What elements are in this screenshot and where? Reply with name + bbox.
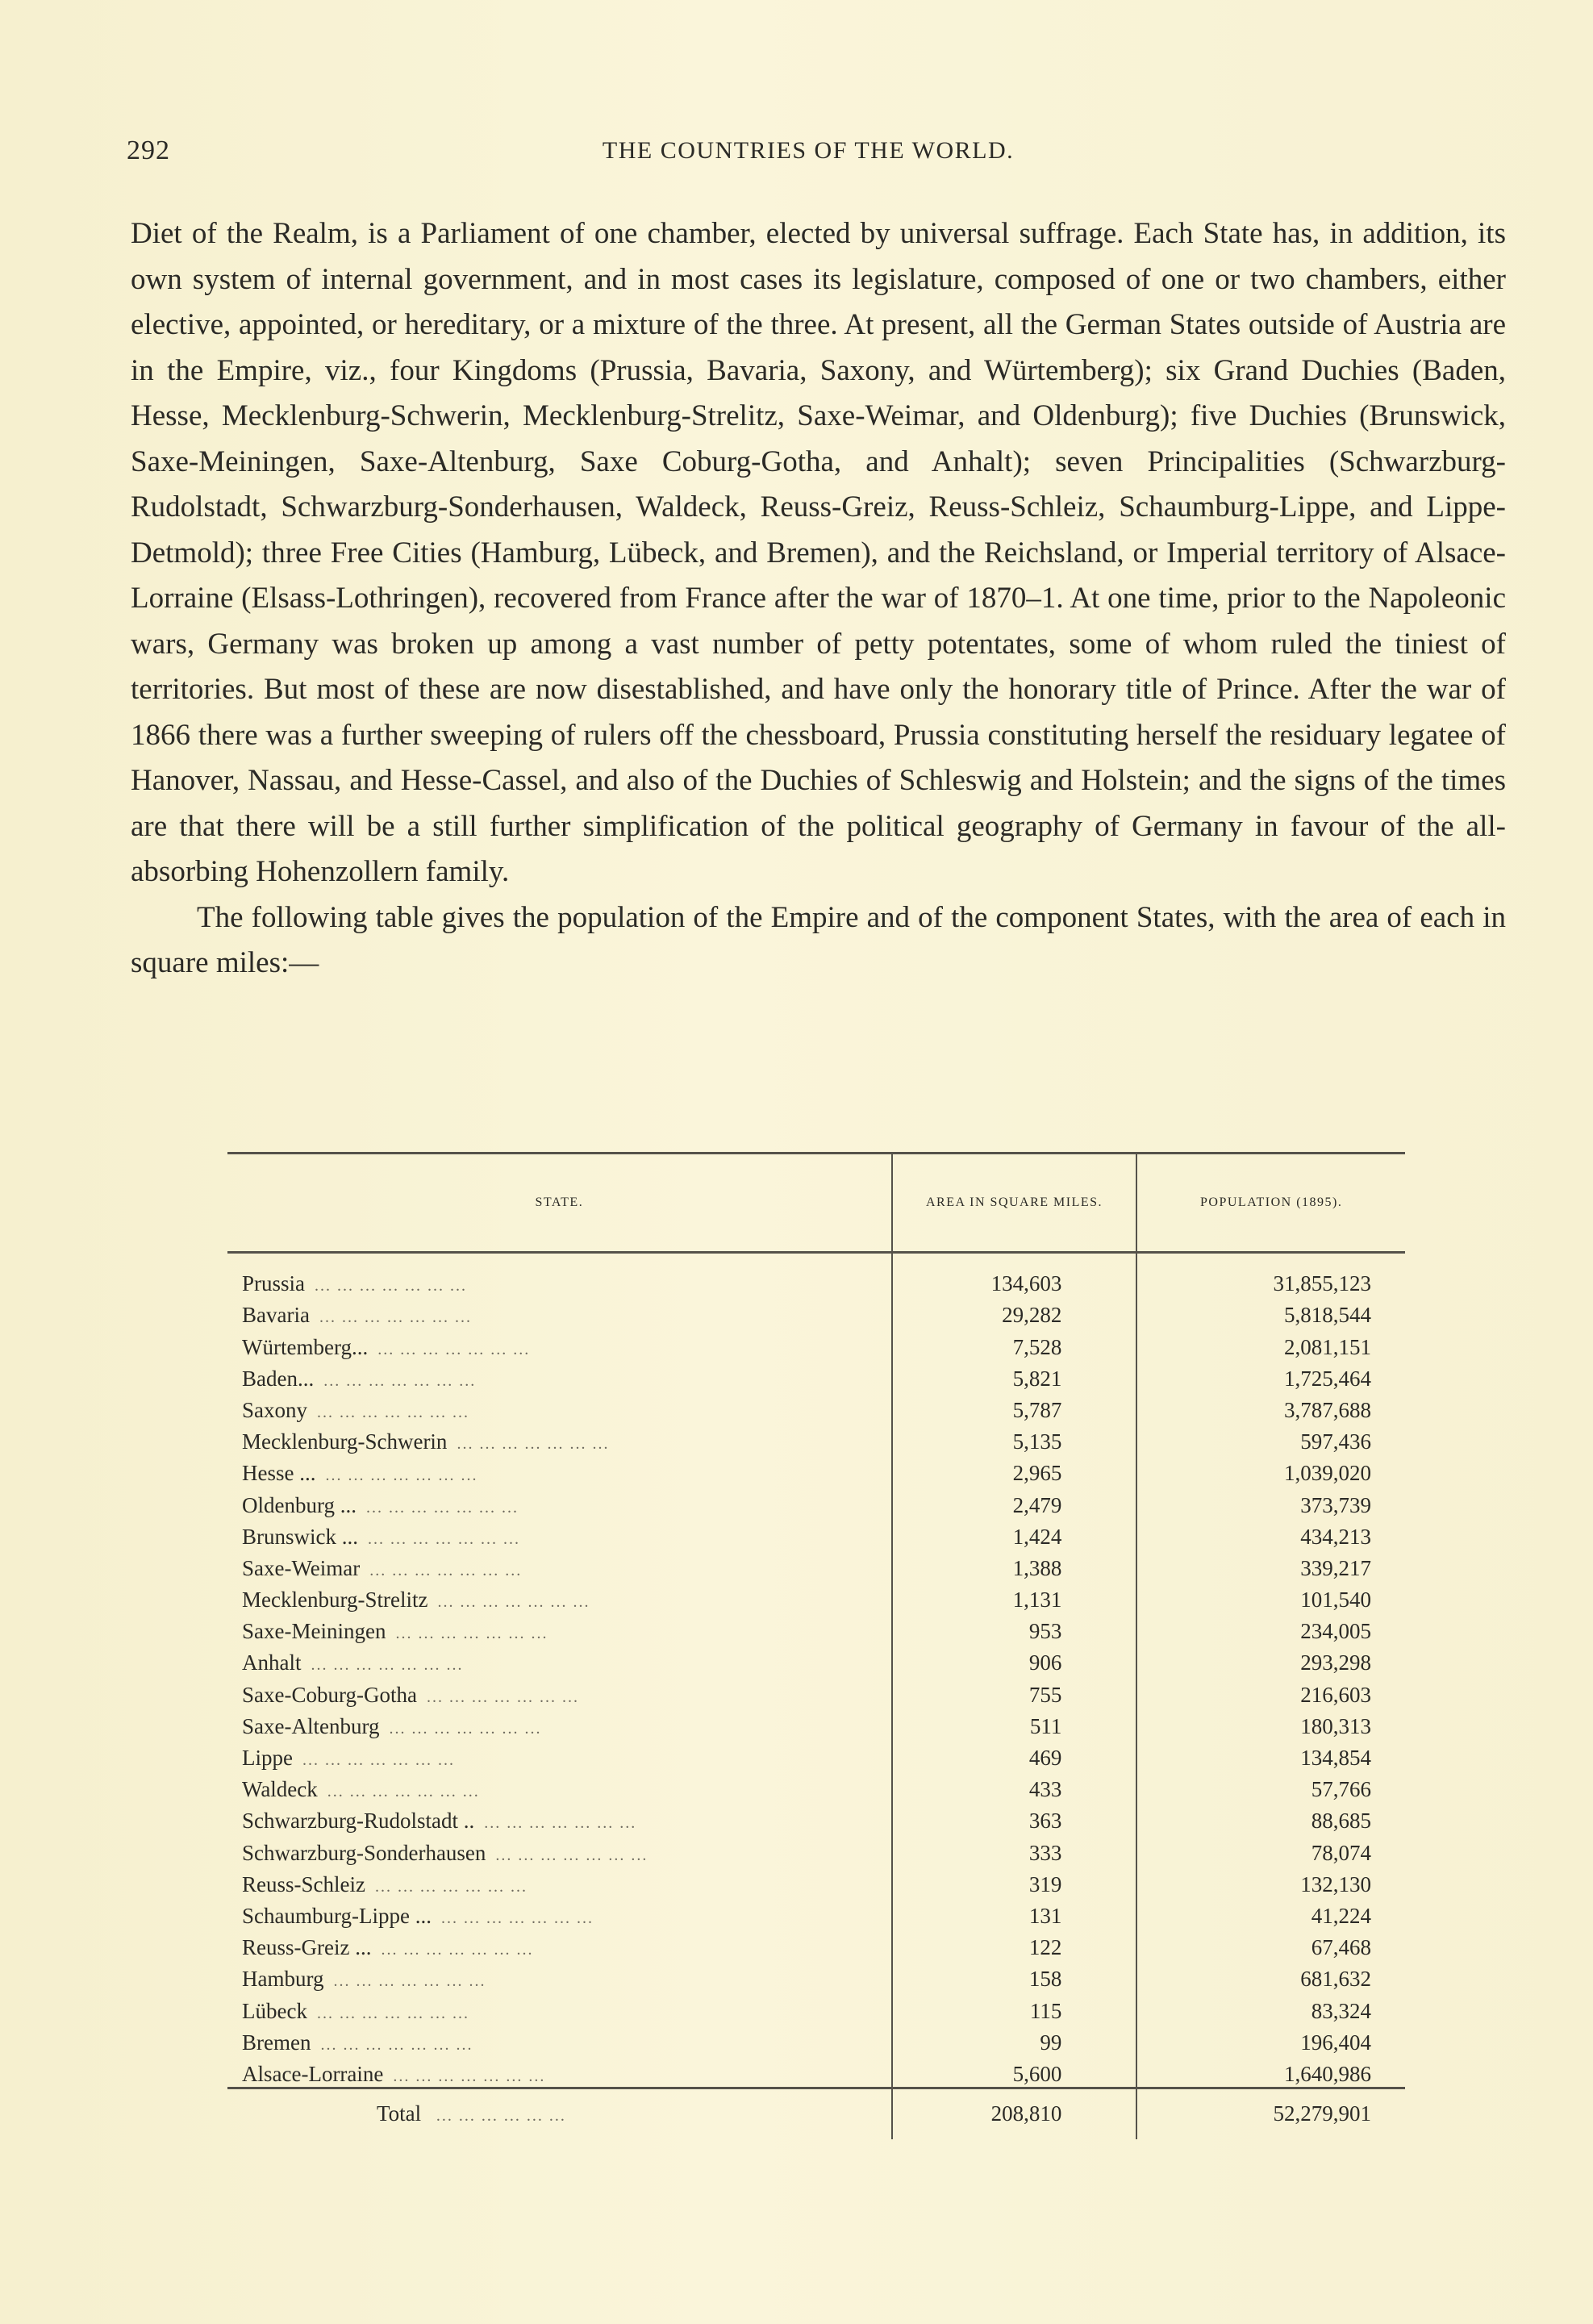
state-cell <box>227 1992 892 2023</box>
state-cell <box>227 1296 892 1328</box>
leader-dots: ... ... ... ... ... ... ... <box>302 1751 455 1769</box>
state-name: Schwarzburg-Sonderhausen <box>242 1840 486 1865</box>
area-cell: 1,388 <box>892 1550 1137 1581</box>
state-name: Oldenburg ... <box>242 1492 357 1517</box>
area-cell: 363 <box>892 1802 1137 1834</box>
population-cell: 339,217 <box>1136 1550 1405 1581</box>
area-cell: 7,528 <box>892 1328 1137 1359</box>
state-cell <box>227 1581 892 1613</box>
area-cell: 2,965 <box>892 1454 1137 1486</box>
leader-dots: ... ... ... ... ... ... ... <box>319 1308 472 1327</box>
area-cell: 5,821 <box>892 1360 1137 1391</box>
leader-dots: ... ... ... ... ... ... ... <box>495 1846 648 1864</box>
state-name: Waldeck <box>242 1777 318 1802</box>
table-row <box>227 1518 1405 1550</box>
header-state: STATE. <box>227 1154 892 1253</box>
leader-dots: ... ... ... ... ... ... ... <box>368 1529 520 1548</box>
area-cell: 433 <box>892 1771 1137 1802</box>
area-cell: 115 <box>892 1992 1137 2023</box>
area-cell: 511 <box>892 1708 1137 1739</box>
state-cell <box>227 2055 892 2088</box>
population-cell: 597,436 <box>1136 1423 1405 1454</box>
table-row <box>227 1644 1405 1675</box>
area-cell: 1,424 <box>892 1518 1137 1550</box>
state-name: Baden... <box>242 1366 315 1391</box>
leader-dots: ... ... ... ... ... ... ... <box>389 1719 542 1738</box>
area-cell: 5,787 <box>892 1391 1137 1423</box>
table-row <box>227 2024 1405 2055</box>
state-name: Lübeck <box>242 1998 307 2023</box>
state-name: Bavaria <box>242 1303 310 1328</box>
table-row <box>227 1866 1405 1897</box>
state-cell <box>227 1486 892 1517</box>
states-table <box>227 1152 1405 2139</box>
population-cell: 180,313 <box>1136 1708 1405 1739</box>
state-cell <box>227 1644 892 1675</box>
table-row <box>227 1708 1405 1739</box>
population-cell: 1,725,464 <box>1136 1360 1405 1391</box>
state-cell <box>227 1897 892 1929</box>
population-cell: 134,854 <box>1136 1739 1405 1771</box>
table-body <box>227 1253 1405 2088</box>
leader-dots: ... ... ... ... ... ... ... <box>484 1814 637 1833</box>
table-row <box>227 1675 1405 1707</box>
leader-dots: ... ... ... ... ... ... ... <box>323 1371 477 1390</box>
table-row <box>227 1960 1405 1992</box>
area-cell: 1,131 <box>892 1581 1137 1613</box>
leader-dots: ... ... ... ... ... ... ... <box>325 1467 478 1485</box>
state-cell <box>227 1550 892 1581</box>
state-cell <box>227 1253 892 1297</box>
table-header-row <box>227 1154 1405 1253</box>
leader-dots: ... ... ... ... ... ... ... <box>393 2067 546 2085</box>
leader-dots: ... ... ... ... ... ... ... <box>311 1656 464 1675</box>
population-cell: 101,540 <box>1136 1581 1405 1613</box>
body-text <box>131 211 1506 987</box>
state-cell <box>227 1834 892 1865</box>
leader-dots: ... ... ... ... ... ... ... <box>320 2035 473 2054</box>
population-cell: 216,603 <box>1136 1675 1405 1707</box>
header-area: AREA IN SQUARE MILES. <box>892 1154 1137 1253</box>
state-name: Saxe-Meiningen <box>242 1619 386 1644</box>
population-cell: 681,632 <box>1136 1960 1405 1992</box>
state-cell <box>227 1454 892 1486</box>
leader-dots: ... ... ... ... ... ... ... <box>374 1877 528 1896</box>
table-row <box>227 1897 1405 1929</box>
leader-dots: ... ... ... ... ... ... ... <box>327 1783 480 1801</box>
total-area: 208,810 <box>892 2088 1137 2139</box>
population-cell: 83,324 <box>1136 1992 1405 2023</box>
population-cell: 373,739 <box>1136 1486 1405 1517</box>
state-name: Hesse ... <box>242 1461 316 1486</box>
state-cell <box>227 1675 892 1707</box>
state-name: Saxe-Altenburg <box>242 1713 380 1738</box>
running-head <box>127 136 1490 176</box>
state-cell <box>227 1929 892 1960</box>
state-name: Saxony <box>242 1397 307 1422</box>
table-row <box>227 1802 1405 1834</box>
table-row <box>227 1771 1405 1802</box>
table-row <box>227 1581 1405 1613</box>
leader-dots: ... ... ... ... ... ... ... <box>377 1340 531 1358</box>
state-name: Alsace-Lorraine <box>242 2061 384 2086</box>
state-name: Reuss-Greiz ... <box>242 1935 372 1960</box>
state-name: Schaumburg-Lippe ... <box>242 1903 432 1928</box>
leader-dots: ... ... ... ... ... ... ... <box>369 1561 523 1579</box>
table-row <box>227 1992 1405 2023</box>
total-population: 52,279,901 <box>1136 2088 1405 2139</box>
total-label-cell <box>227 2088 892 2139</box>
table-row <box>227 1391 1405 1423</box>
table-row <box>227 1486 1405 1517</box>
state-name: Saxe-Coburg-Gotha <box>242 1682 417 1707</box>
area-cell: 755 <box>892 1675 1137 1707</box>
population-cell: 41,224 <box>1136 1897 1405 1929</box>
state-name: Würtemberg... <box>242 1334 369 1359</box>
area-cell: 131 <box>892 1897 1137 1929</box>
area-cell: 158 <box>892 1960 1137 1992</box>
state-name: Bremen <box>242 2030 311 2055</box>
state-cell <box>227 1739 892 1771</box>
leader-dots: ... ... ... ... ... ... ... <box>316 2004 469 2022</box>
area-cell: 99 <box>892 2024 1137 2055</box>
population-cell: 31,855,123 <box>1136 1253 1405 1297</box>
population-cell: 88,685 <box>1136 1802 1405 1834</box>
state-cell <box>227 1708 892 1739</box>
leader-dots: ... ... ... ... ... ... ... <box>333 1972 486 1991</box>
state-name: Reuss-Schleiz <box>242 1871 365 1896</box>
area-cell: 469 <box>892 1739 1137 1771</box>
state-name: Anhalt <box>242 1650 302 1675</box>
leader-dots: ... ... ... ... ... ... ... <box>317 1403 469 1421</box>
population-table <box>227 1152 1405 2139</box>
table-row <box>227 1613 1405 1644</box>
population-cell: 57,766 <box>1136 1771 1405 1802</box>
table-row <box>227 1739 1405 1771</box>
area-cell: 333 <box>892 1834 1137 1865</box>
area-cell: 5,135 <box>892 1423 1137 1454</box>
area-cell: 953 <box>892 1613 1137 1644</box>
leader-dots: ... ... ... ... ... ... ... <box>457 1435 610 1454</box>
table-row <box>227 1296 1405 1328</box>
area-cell: 2,479 <box>892 1486 1137 1517</box>
total-row <box>227 2088 1405 2139</box>
total-label: Total <box>377 2101 422 2126</box>
table-row <box>227 1423 1405 1454</box>
state-cell <box>227 1328 892 1359</box>
leader-dots: ... ... ... ... ... ... ... <box>437 1593 590 1612</box>
state-cell <box>227 1960 892 1992</box>
table-row <box>227 1550 1405 1581</box>
population-cell: 1,640,986 <box>1136 2055 1405 2088</box>
state-cell <box>227 1423 892 1454</box>
table-row <box>227 1360 1405 1391</box>
population-cell: 78,074 <box>1136 1834 1405 1865</box>
state-cell <box>227 1771 892 1802</box>
table-row <box>227 1454 1405 1486</box>
population-cell: 2,081,151 <box>1136 1328 1405 1359</box>
table-row <box>227 1834 1405 1865</box>
population-cell: 132,130 <box>1136 1866 1405 1897</box>
state-name: Hamburg <box>242 1967 324 1992</box>
population-cell: 196,404 <box>1136 2024 1405 2055</box>
table-row <box>227 1328 1405 1359</box>
state-name: Mecklenburg-Schwerin <box>242 1429 448 1454</box>
table-row <box>227 2055 1405 2088</box>
population-cell: 3,787,688 <box>1136 1391 1405 1423</box>
header-population: POPULATION (1895). <box>1136 1154 1405 1253</box>
population-cell: 5,818,544 <box>1136 1296 1405 1328</box>
area-cell: 134,603 <box>892 1253 1137 1297</box>
area-cell: 906 <box>892 1644 1137 1675</box>
state-cell <box>227 1391 892 1423</box>
state-cell <box>227 1866 892 1897</box>
state-name: Mecklenburg-Strelitz <box>242 1588 428 1613</box>
leader-dots: ... ... ... ... ... ... ... <box>315 1277 468 1296</box>
population-cell: 67,468 <box>1136 1929 1405 1960</box>
area-cell: 319 <box>892 1866 1137 1897</box>
paragraph-2: The following table gives the population of the Empire and of the component States, with the area of each in square miles:— <box>131 900 1506 979</box>
state-cell <box>227 1518 892 1550</box>
state-cell <box>227 1613 892 1644</box>
state-cell <box>227 2024 892 2055</box>
leader-dots: ... ... ... ... ... ... <box>436 2107 566 2126</box>
page-number: 292 <box>127 136 170 165</box>
leader-dots: ... ... ... ... ... ... ... <box>366 1498 519 1517</box>
leader-dots: ... ... ... ... ... ... ... <box>426 1688 579 1706</box>
state-cell <box>227 1802 892 1834</box>
running-title: THE COUNTRIES OF THE WORLD. <box>602 137 1015 164</box>
population-cell: 234,005 <box>1136 1613 1405 1644</box>
state-name: Lippe <box>242 1746 293 1770</box>
paragraph-1: Diet of the Realm, is a Parliament of one chamber, elected by universal suffrage. Each State has, in addition, its own system of internal government, and in most cases its legislature, composed of one or two chambers, either elective, appointed, or hereditary, or a mixture of the three. At present, all the German States outside of Austria are in the Empire, viz., four Kingdoms (Prussia, Bavaria, Saxony, and Würtemberg); six Grand Duchies (Baden, Hesse, Mecklenburg-Schwerin, Mecklenburg-Strelitz, Saxe-Weimar, and Oldenburg); five Duchies (Brunswick, Saxe-Meiningen, Saxe-Altenburg, Saxe Coburg-Gotha, and Anhalt); seven Principalities (Schwarzburg-Rudolstadt, Schwarzburg-Sonderhausen, Waldeck, Reuss-Greiz, Reuss-Schleiz, Schaumburg-Lippe, and Lippe-Detmold); three Free Cities (Hamburg, Lübeck, and Bremen), and the Reichsland, or Imperial territory of Alsace-Lorraine (Elsass-Lothringen), recovered from France after the war of 1870–1. At one time, prior to the Napoleonic wars, Germany was broken up among a vast number of petty potentates, some of whom ruled the tiniest of territories. But most of these are now disestablished, and have only the honorary title of Prince. After the war of 1866 there was a further sweeping of rulers off the chessboard, Prussia constituting herself the residuary legatee of Hanover, Nassau, and Hesse-Cassel, and also of the Duchies of Schleswig and Holstein; and the signs of the times are that there will be a still further simplification of the political geography of Germany in favour of the all-absorbing Hohenzollern family. <box>131 217 1506 888</box>
state-name: Saxe-Weimar <box>242 1555 361 1580</box>
area-cell: 29,282 <box>892 1296 1137 1328</box>
population-cell: 434,213 <box>1136 1518 1405 1550</box>
leader-dots: ... ... ... ... ... ... ... <box>440 1909 594 1927</box>
state-name: Schwarzburg-Rudolstadt .. <box>242 1809 475 1834</box>
leader-dots: ... ... ... ... ... ... ... <box>381 1941 534 1959</box>
state-name: Brunswick ... <box>242 1524 358 1549</box>
state-cell <box>227 1360 892 1391</box>
population-cell: 293,298 <box>1136 1644 1405 1675</box>
state-name: Prussia <box>242 1271 306 1296</box>
leader-dots: ... ... ... ... ... ... ... <box>395 1625 548 1643</box>
area-cell: 5,600 <box>892 2055 1137 2088</box>
area-cell: 122 <box>892 1929 1137 1960</box>
population-cell: 1,039,020 <box>1136 1454 1405 1486</box>
table-row <box>227 1253 1405 1297</box>
table-row <box>227 1929 1405 1960</box>
